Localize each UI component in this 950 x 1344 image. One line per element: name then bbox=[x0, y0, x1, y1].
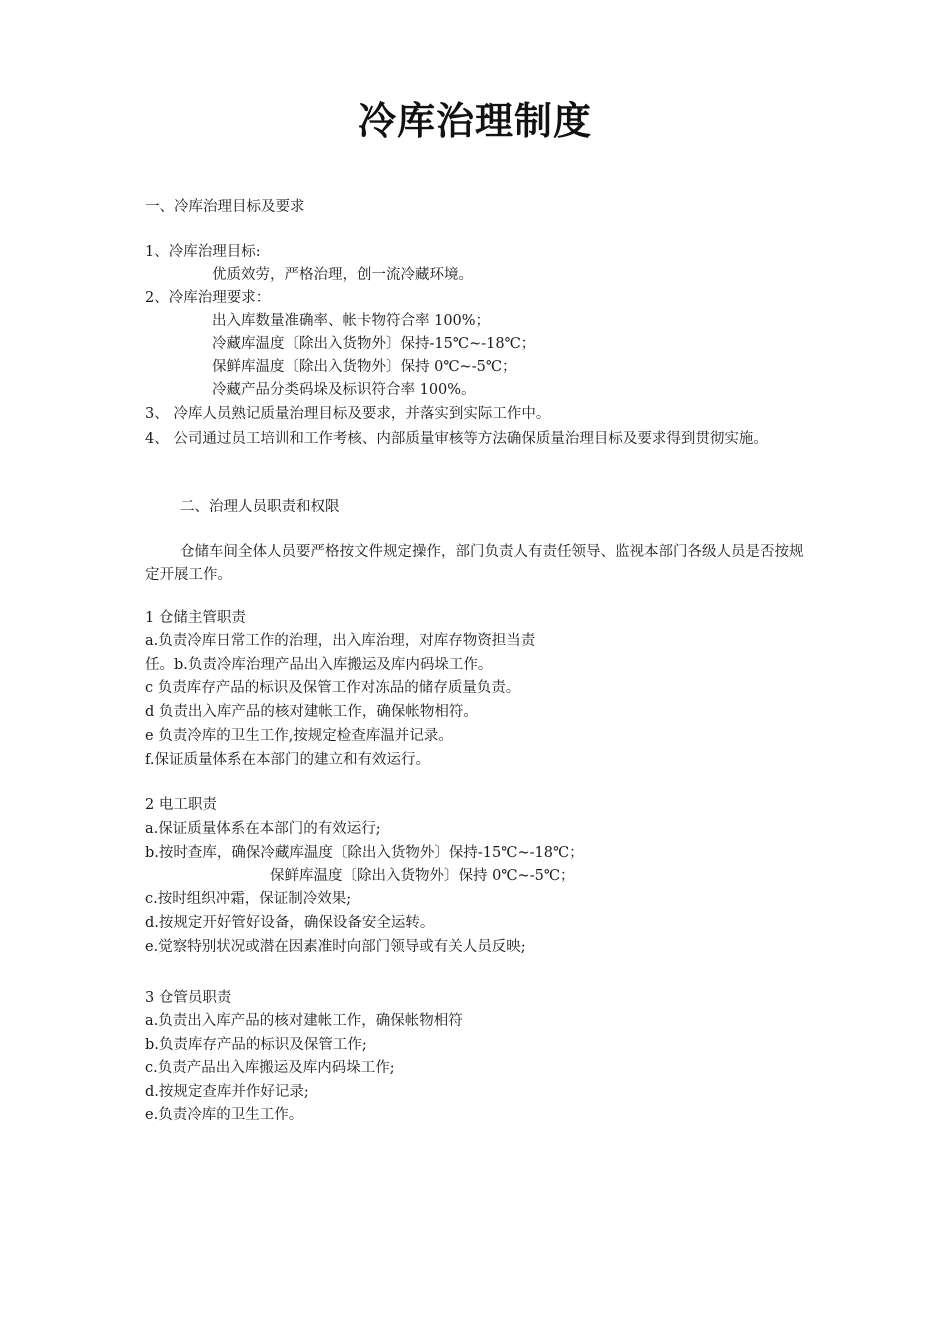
section2-heading: 二、治理人员职责和权限 bbox=[180, 499, 340, 515]
role3-line: c.负责产品出入库搬运及库内码垛工作; bbox=[145, 1060, 395, 1076]
document-title: 冷库治理制度 bbox=[357, 98, 592, 143]
role1-line: e 负责冷库的卫生工作,按规定检查库温并记录。 bbox=[145, 728, 453, 744]
role2-line: d.按规定开好管好设备，确保设备安全运转。 bbox=[145, 915, 435, 931]
section1-item3: 3、 冷库人员熟记质量治理目标及要求，并落实到实际工作中。 bbox=[145, 406, 551, 422]
role3-title: 3 仓管员职责 bbox=[145, 990, 232, 1006]
role2-line: c.按时组织冲霜，保证制冷效果; bbox=[145, 891, 352, 907]
role2-line: e.觉察特别状况或潜在因素准时向部门领导或有关人员反映; bbox=[145, 939, 526, 955]
role2-line: 保鲜库温度〔除出入货物外〕保持 0℃~-5℃； bbox=[270, 868, 575, 884]
role1-line: 任。b.负责冷库治理产品出入库搬运及库内码垛工作。 bbox=[145, 657, 493, 673]
requirement-point: 冷藏库温度〔除出入货物外〕保持-15℃~-18℃； bbox=[212, 336, 536, 352]
role3-line: a.负责出入库产品的核对建帐工作，确保帐物相符 bbox=[145, 1013, 463, 1029]
requirement-point: 冷藏产品分类码垛及标识符合率 100%。 bbox=[212, 382, 476, 398]
role2-line: a.保证质量体系在本部门的有效运行; bbox=[145, 821, 381, 837]
role2-title: 2 电工职责 bbox=[145, 797, 217, 813]
role1-line: a.负责冷库日常工作的治理，出入库治理，对库存物资担当责 bbox=[145, 633, 536, 649]
section1-item2-label: 2、冷库治理要求： bbox=[145, 290, 271, 306]
role2-line: b.按时查库，确保冷藏库温度〔除出入货物外〕保持-15℃~-18℃； bbox=[145, 845, 584, 861]
section1-item1-text: 优质效劳，严格治理，创一流冷藏环境。 bbox=[212, 267, 473, 283]
role1-line: d 负责出入库产品的核对建帐工作，确保帐物相符。 bbox=[145, 704, 478, 720]
section2-intro: 仓储车间全体人员要严格按文件规定操作，部门负责人有责任领导、监视本部门各级人员是否按规定开展工作。 bbox=[145, 544, 804, 583]
role3-line: d.按规定查库并作好记录; bbox=[145, 1084, 309, 1100]
role1-line: c 负责库存产品的标识及保管工作对冻品的储存质量负责。 bbox=[145, 680, 521, 696]
section1-item1-label: 1、冷库治理目标: bbox=[145, 244, 261, 260]
role1-line: f.保证质量体系在本部门的建立和有效运行。 bbox=[145, 752, 430, 768]
role1-title: 1 仓储主管职责 bbox=[145, 610, 246, 626]
role3-line: b.负责库存产品的标识及保管工作; bbox=[145, 1037, 367, 1053]
section1-item4: 4、 公司通过员工培训和工作考核、内部质量审核等方法确保质量治理目标及要求得到贯彻实施。 bbox=[145, 431, 768, 447]
role3-line: e.负责冷库的卫生工作。 bbox=[145, 1107, 304, 1123]
section1-heading: 一、冷库治理目标及要求 bbox=[145, 199, 305, 215]
requirement-point: 保鲜库温度〔除出入货物外〕保持 0℃~-5℃； bbox=[212, 359, 517, 375]
requirement-point: 出入库数量准确率、帐卡物符合率 100%； bbox=[212, 313, 491, 329]
